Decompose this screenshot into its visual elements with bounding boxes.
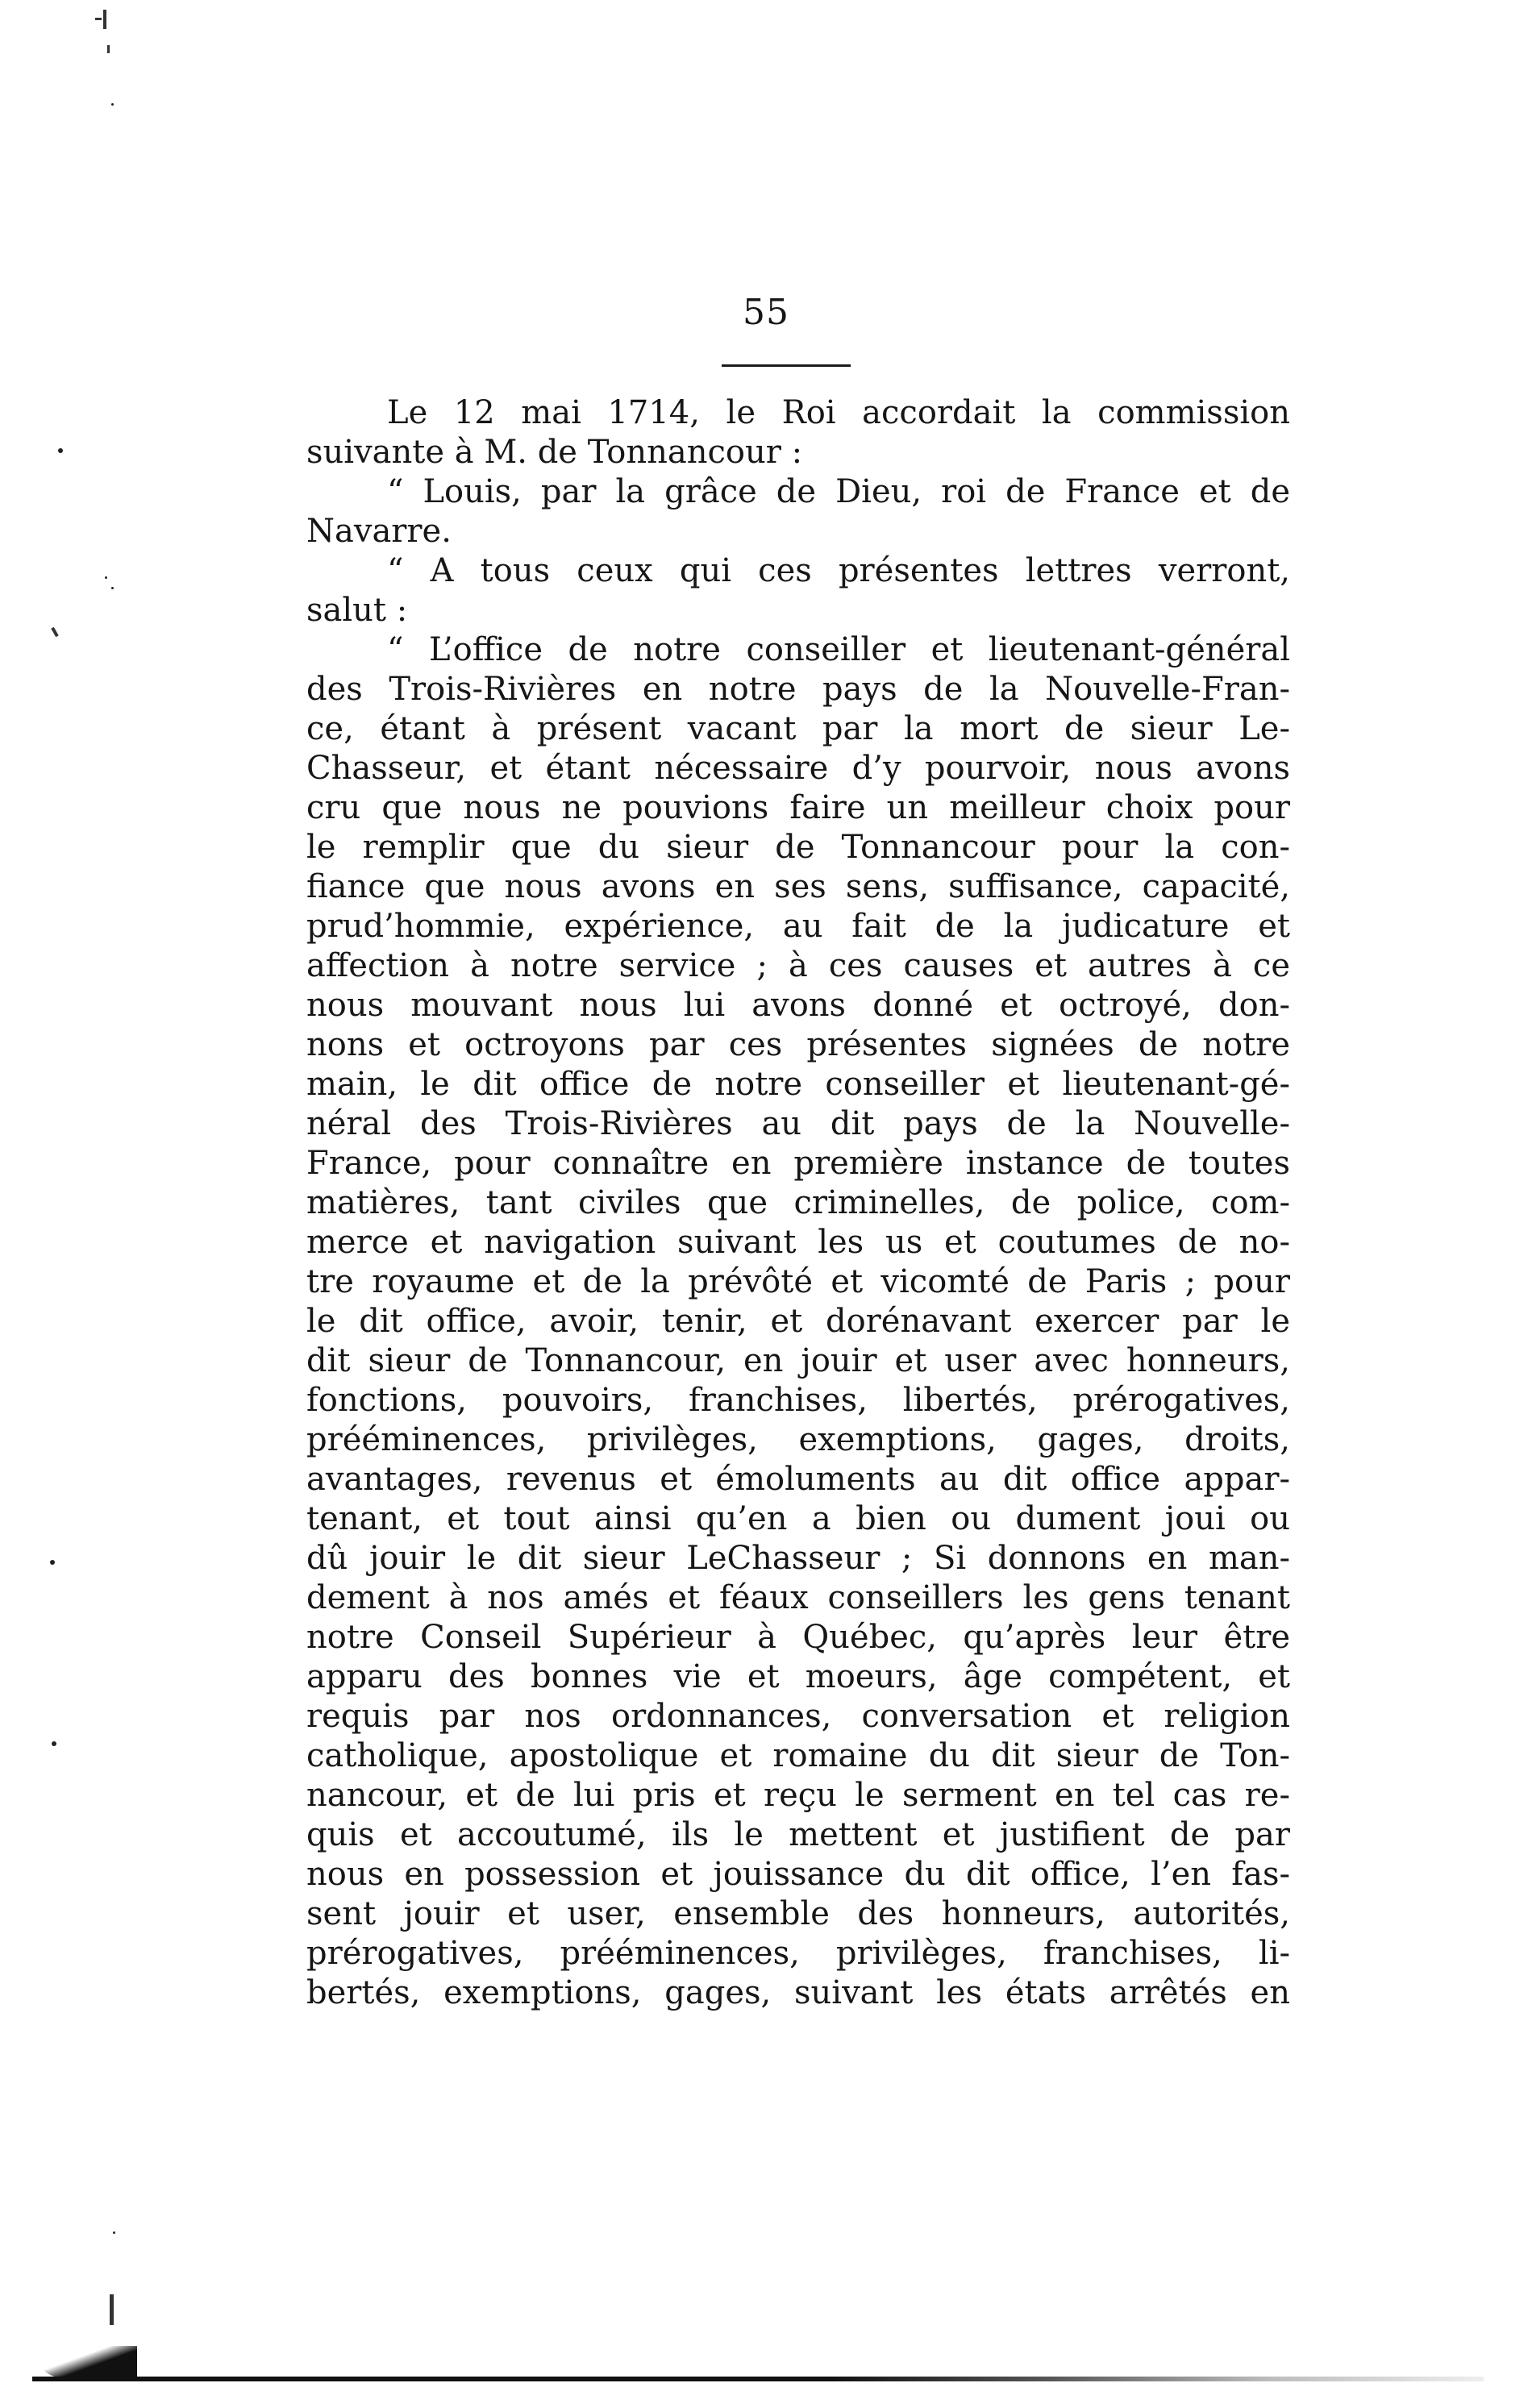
text-line: “ L’office de notre conseiller et lieutenant-général <box>387 631 1290 668</box>
text-line <box>306 2329 1290 2368</box>
text-line: dement à nos amés et féaux conseillers les gens tenant <box>306 1579 1290 1616</box>
text-line: sent jouir et user, ensemble des honneurs, autorités, <box>306 1895 1290 1932</box>
text-line: tre royaume et de la prévôté et vicomté de Paris ; pour <box>306 1263 1290 1300</box>
text-line: salut : <box>306 592 408 629</box>
text-line: notre Conseil Supérieur à Québec, qu’après leur être <box>306 1619 1290 1656</box>
text-line: nous en possession et jouissance du dit office, l’en fas- <box>306 1856 1290 1893</box>
text-line <box>306 2092 1290 2131</box>
text-line: nons et octroyons par ces présentes signées de notre <box>306 1026 1290 1063</box>
margin-speck <box>50 1560 55 1565</box>
text-line: nancour, et de lui pris et reçu le serment en tel cas re- <box>306 1777 1290 1814</box>
margin-speck <box>52 1741 56 1746</box>
text-line: suivante à M. de Tonnancour : <box>306 434 803 471</box>
text-line: dit sieur de Tonnancour, en jouir et user avec honneurs, <box>306 1342 1290 1379</box>
text-line: requis par nos ordonnances, conversation et religion <box>306 1698 1290 1735</box>
margin-speck <box>51 627 58 637</box>
text-line <box>306 2210 1290 2250</box>
text-line: avantages, revenus et émoluments au dit office appar- <box>306 1461 1290 1498</box>
text-line <box>306 2131 1290 2171</box>
text-line: matières, tant civiles que criminelles, de police, com- <box>306 1184 1290 1221</box>
text-line: prud’hommie, expérience, au fait de la judicature et <box>306 908 1290 945</box>
text-line <box>306 2250 1290 2289</box>
text-line: cru que nous ne pouvions faire un meilleur choix pour <box>306 789 1290 826</box>
text-line: France, pour connaître en première instance de toutes <box>306 1145 1290 1182</box>
text-line <box>306 2171 1290 2210</box>
text-line: dû jouir le dit sieur LeChasseur ; Si donnons en man- <box>306 1540 1290 1577</box>
text-line: prérogatives, prééminences, privilèges, franchises, li- <box>306 1935 1290 1972</box>
text-line: affection à notre service ; à ces causes et autres à ce <box>306 947 1290 984</box>
text-line: “ Louis, par la grâce de Dieu, roi de France et de <box>387 473 1290 510</box>
text-line <box>306 2052 1290 2092</box>
text-line: Le 12 mai 1714, le Roi accordait la commission <box>387 394 1290 431</box>
margin-speck <box>103 10 106 29</box>
page-number: 55 <box>743 292 789 333</box>
text-line: le dit office, avoir, tenir, et dorénavant exercer par le <box>306 1303 1290 1340</box>
text-line: néral des Trois-Rivières au dit pays de la Nouvelle- <box>306 1105 1290 1142</box>
margin-speck <box>111 587 114 589</box>
text-line <box>306 2368 1290 2408</box>
text-line: quis et accoutumé, ils le mettent et justifient de par <box>306 1816 1290 1853</box>
text-line: Chasseur, et étant nécessaire d’y pourvoir, nous avons <box>306 750 1290 787</box>
text-line: main, le dit office de notre conseiller et lieutenant-gé- <box>306 1066 1290 1103</box>
page-number-rule <box>722 364 851 367</box>
margin-speck <box>113 2231 115 2234</box>
text-line: “ A tous ceux qui ces présentes lettres verront, <box>387 552 1290 589</box>
margin-speck <box>105 576 107 579</box>
text-line: bertés, exemptions, gages, suivant les états arrêtés en <box>306 1974 1290 2011</box>
margin-speck <box>111 103 114 106</box>
margin-speck <box>107 45 110 53</box>
text-line: merce et navigation suivant les us et coutumes de no- <box>306 1224 1290 1261</box>
text-line: catholique, apostolique et romaine du dit sieur de Ton- <box>306 1737 1290 1774</box>
text-line: le remplir que du sieur de Tonnancour pour la con- <box>306 829 1290 866</box>
text-line: Navarre. <box>306 513 452 550</box>
text-line <box>306 2013 1290 2052</box>
margin-speck <box>110 2294 114 2325</box>
margin-speck <box>58 448 63 453</box>
text-line: des Trois-Rivières en notre pays de la Nouvelle-Fran- <box>306 671 1290 708</box>
text-line <box>306 2289 1290 2329</box>
text-line: nous mouvant nous lui avons donné et octroyé, don- <box>306 987 1290 1024</box>
text-line: ce, étant à présent vacant par la mort de sieur Le- <box>306 710 1290 747</box>
ink-blot <box>32 2346 137 2378</box>
body-text <box>306 393 1290 2408</box>
margin-speck <box>95 18 102 20</box>
text-line: apparu des bonnes vie et moeurs, âge compétent, et <box>306 1658 1290 1695</box>
text-line: prééminences, privilèges, exemptions, gages, droits, <box>306 1421 1290 1458</box>
text-line: tenant, et tout ainsi qu’en a bien ou dument joui ou <box>306 1500 1290 1537</box>
scan-edge-rule <box>32 2377 1484 2381</box>
text-line: fonctions, pouvoirs, franchises, libertés, prérogatives, <box>306 1382 1290 1419</box>
text-line: fiance que nous avons en ses sens, suffisance, capacité, <box>306 868 1290 905</box>
